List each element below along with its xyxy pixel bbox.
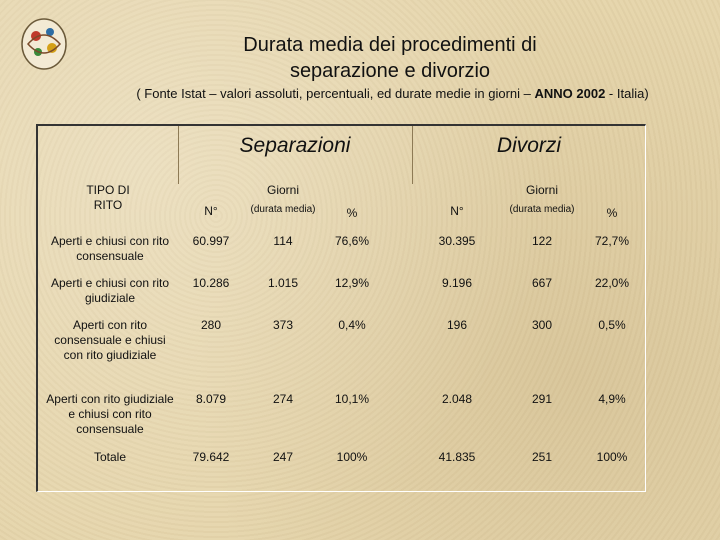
table-cell-sep-n: 60.997	[192, 234, 230, 248]
subtitle-prefix: ( Fonte Istat – valori assoluti, percentuali, ed durate medie in giorni –	[136, 86, 535, 101]
column-header-tipo: TIPO DI RITO	[86, 183, 130, 212]
table-cell-sep-p: 10,1%	[334, 392, 370, 406]
source-subtitle	[90, 86, 695, 101]
column-header-sep-n: N°	[204, 204, 218, 218]
table-cell-sep-n: 280	[200, 318, 222, 332]
row-label: Totale	[93, 450, 127, 464]
table-cell-sep-g: 1.015	[267, 276, 299, 290]
group-header-separazioni: Separazioni	[239, 134, 351, 157]
table-cell-sep-p: 76,6%	[334, 234, 370, 248]
table-cell-sep-n: 79.642	[192, 450, 230, 464]
table-cell-sep-g: 247	[272, 450, 294, 464]
table-cell-div-p: 4,9%	[598, 392, 626, 406]
table-cell-div-p: 100%	[596, 450, 628, 464]
row-label: Aperti e chiusi con rito giudiziale	[50, 276, 170, 305]
table-cell-div-n: 2.048	[441, 392, 473, 406]
table-cell-sep-p: 100%	[336, 450, 368, 464]
table-cell-sep-p: 0,4%	[338, 318, 366, 332]
column-header-sep-durata: (durata media)	[250, 204, 316, 215]
table-cell-div-n: 196	[446, 318, 468, 332]
table-cell-sep-g: 373	[272, 318, 294, 332]
table-cell-div-n: 41.835	[438, 450, 476, 464]
title-line-2: separazione e divorzio	[289, 60, 491, 82]
subtitle-year: ANNO 2002	[534, 86, 606, 101]
logo-icon	[18, 16, 70, 72]
table-cell-sep-n: 10.286	[192, 276, 230, 290]
column-header-div-pct: %	[606, 206, 618, 220]
row-label: Aperti con rito giudiziale e chiusi con rito consensuale	[46, 392, 174, 436]
table-cell-sep-g: 114	[273, 234, 293, 248]
table-cell-div-p: 22,0%	[594, 276, 630, 290]
table-cell-sep-p: 12,9%	[334, 276, 370, 290]
column-header-div-giorni: Giorni	[525, 183, 558, 197]
column-header-div-durata: (durata media)	[509, 204, 575, 215]
group-header-divorzi: Divorzi	[496, 134, 562, 157]
table-cell-div-n: 9.196	[441, 276, 473, 290]
table-cell-div-g: 667	[531, 276, 553, 290]
table-cell-div-p: 0,5%	[598, 318, 626, 332]
column-header-sep-pct: %	[346, 206, 358, 220]
title-line-1: Durata media dei procedimenti di	[243, 34, 537, 56]
data-table	[36, 124, 646, 492]
row-label: Aperti e chiusi con rito consensuale	[50, 234, 170, 263]
table-cell-div-g: 291	[531, 392, 553, 406]
column-header-div-n: N°	[450, 204, 464, 218]
table-cell-div-g: 251	[531, 450, 553, 464]
row-label: Aperti con rito consensuale e chiusi con rito giudiziale	[54, 318, 166, 362]
page-title	[150, 32, 630, 84]
table-cell-div-n: 30.395	[438, 234, 476, 248]
table-cell-div-g: 300	[531, 318, 553, 332]
table-cell-sep-g: 274	[272, 392, 294, 406]
subtitle-suffix: - Italia)	[605, 86, 649, 101]
table-cell-div-p: 72,7%	[594, 234, 630, 248]
table-cell-div-g: 122	[531, 234, 553, 248]
table-cell-sep-n: 8.079	[195, 392, 227, 406]
column-header-sep-giorni: Giorni	[266, 183, 299, 197]
